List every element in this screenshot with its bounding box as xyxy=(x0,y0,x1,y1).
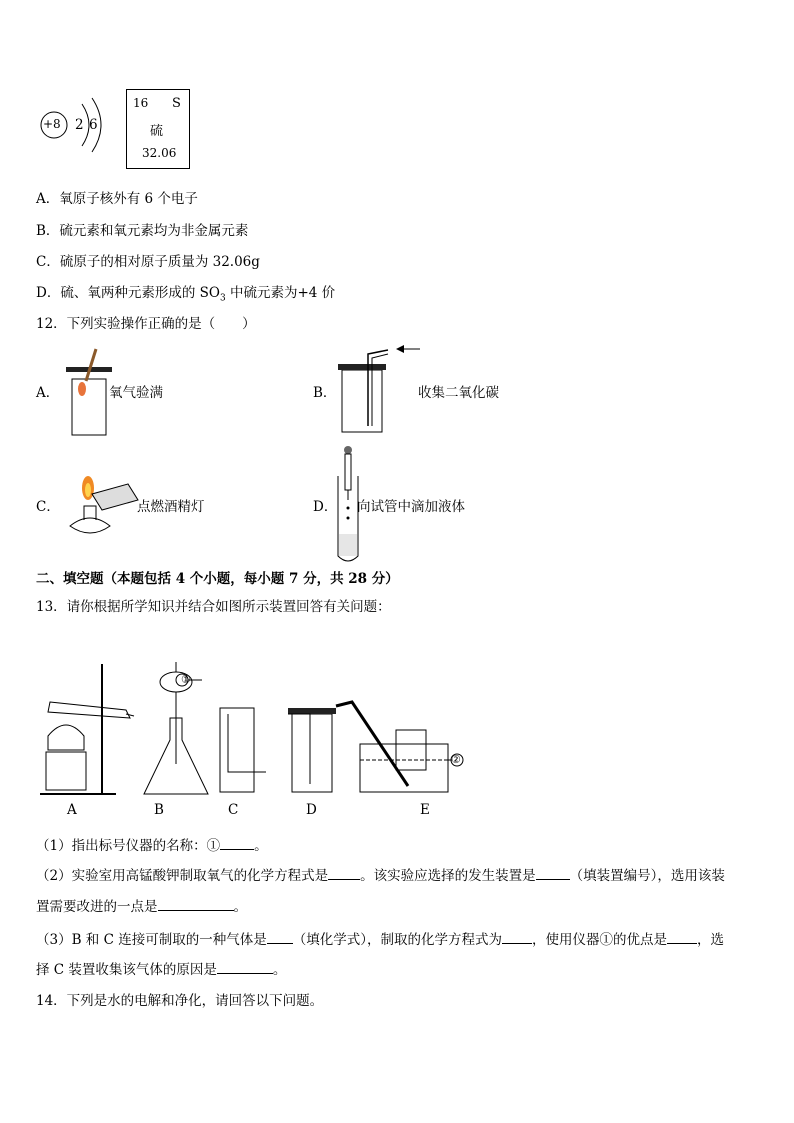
q12-a-letter: A． xyxy=(36,385,60,401)
q12-d-label: 向试管中滴加液体 xyxy=(357,499,465,515)
q11-option-d: D．硫、氧两种元素形成的 $SO_3$ 中硫元素为+4 价 xyxy=(36,285,336,304)
q12-d-letter: D． xyxy=(313,499,338,515)
alcohol-lamp-lighting-icon xyxy=(62,458,142,543)
q11-option-b: B．硫元素和氧元素均为非金属元素 xyxy=(36,223,249,239)
oxygen-test-bottle-icon xyxy=(64,343,114,438)
q11-option-c: C．硫原子的相对原子质量为 32.06g xyxy=(36,254,260,270)
lab-apparatus-figure xyxy=(36,644,476,824)
q12-b-label: 收集二氧化碳 xyxy=(418,385,499,401)
sulfur-element-card xyxy=(126,89,190,169)
q13-part-2-line-1: （2）实验室用高锰酸钾制取氧气的化学方程式是 。该实验应选择的发生装置是 （填装置编号），选用该装 xyxy=(36,868,725,884)
apparatus-label-c: C xyxy=(228,802,239,818)
atomic-mass: 32.06 xyxy=(142,146,177,160)
shell-1-electrons: 2 xyxy=(75,117,84,133)
q12-c-letter: C． xyxy=(36,499,60,515)
gas-collection-bottle-icon xyxy=(336,340,426,435)
q12-a-label: 氧气验满 xyxy=(109,385,163,401)
q12-stem: 12．下列实验操作正确的是（ ） xyxy=(36,316,256,332)
apparatus-label-a: A xyxy=(67,802,77,818)
shell-2-electrons: 6 xyxy=(89,117,98,133)
element-name: 硫 xyxy=(150,124,164,139)
q11-option-a: A．氧原子核外有 6 个电子 xyxy=(36,191,198,207)
apparatus-marker-1: ① xyxy=(181,673,191,686)
apparatus-marker-2: ② xyxy=(451,753,461,766)
nucleus-charge: +8 xyxy=(43,117,61,131)
q13-part-1: （1）指出标号仪器的名称：① 。 xyxy=(36,838,268,854)
q13-stem: 13．请你根据所学知识并结合如图所示装置回答有关问题： xyxy=(36,599,391,615)
apparatus-label-b: B xyxy=(154,802,164,818)
section-2-heading: 二、填空题（本题包括 4 个小题，每小题 7 分，共 28 分） xyxy=(36,571,399,587)
q13-part-3-line-1: （3）B 和 C 连接可制取的一种气体是 （填化学式），制取的化学方程式为 ，使用仪器①的优点是 ，选 xyxy=(36,932,724,948)
atomic-number: 16 xyxy=(133,96,149,110)
apparatus-label-d: D xyxy=(306,802,317,818)
q13-part-2-line-2: 置需要改进的一点是 。 xyxy=(36,899,247,915)
element-symbol: S xyxy=(172,96,181,111)
q14-stem: 14．下列是水的电解和净化，请回答以下问题。 xyxy=(36,993,324,1009)
apparatus-label-e: E xyxy=(420,802,430,818)
q12-c-label: 点燃酒精灯 xyxy=(137,499,205,515)
q12-b-letter: B． xyxy=(313,385,337,401)
q13-part-3-line-2: 择 C 装置收集该气体的原因是 。 xyxy=(36,962,287,978)
